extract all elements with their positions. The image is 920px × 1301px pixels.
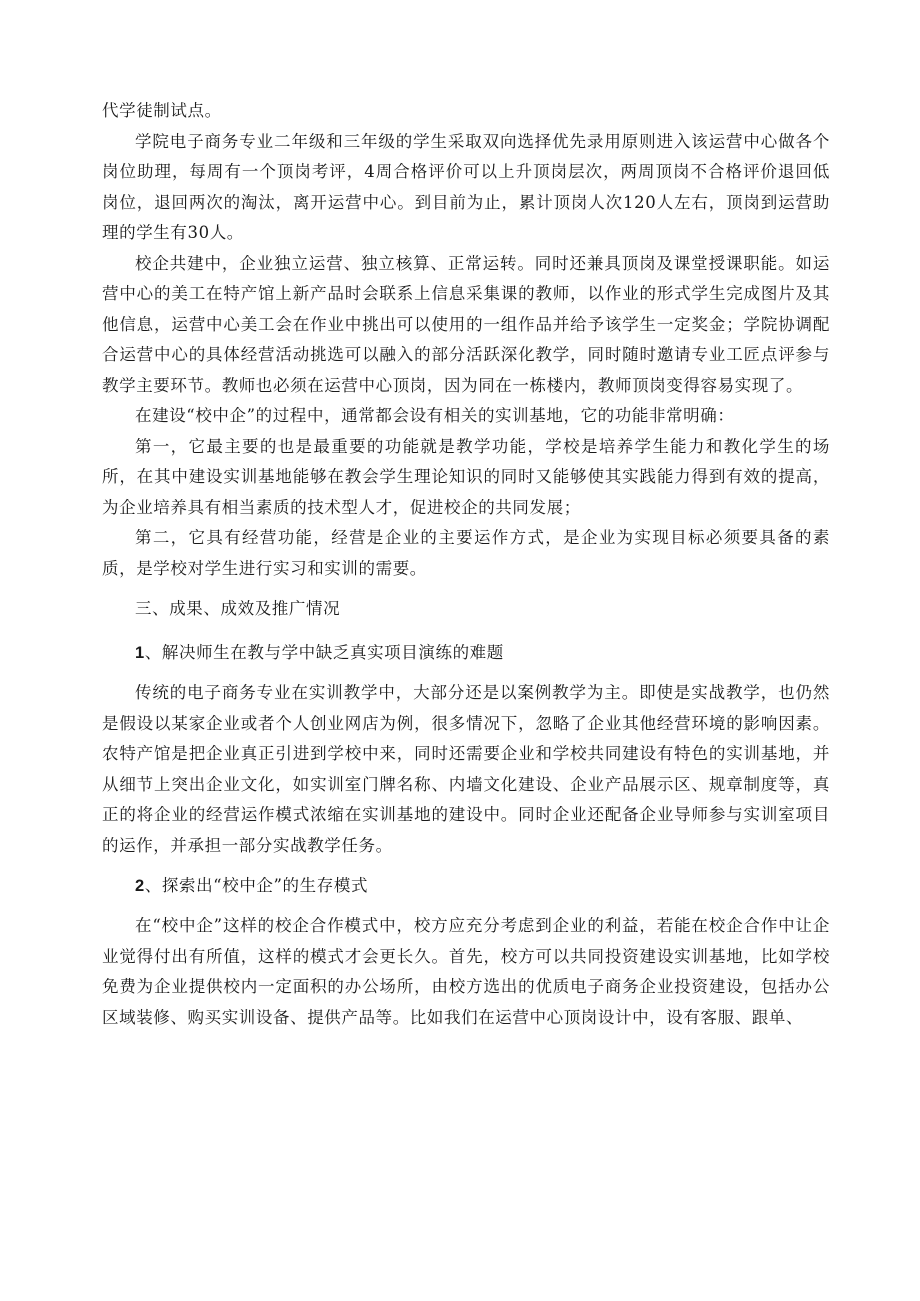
paragraph-training-base-intro: 在建设“校中企”的过程中，通常都会设有相关的实训基地，它的功能非常明确： (135, 406, 735, 425)
section-heading-results: 三、成果、成效及推广情况 (135, 599, 341, 618)
subheading-1 (102, 634, 830, 672)
paragraph-business-function: 第二，它具有经营功能，经营是企业的主要运作方式，是企业为实现目标必须要具备的素质，是学校对学生进行实习和实训的需要。 (102, 528, 830, 578)
paragraph-teaching-function: 第一，它最主要的也是最重要的功能就是教学功能，学校是培养学生能力和教化学生的场所，在其中建设实训基地能够在教会学生理论知识的同时又能够使其实践能力得到有效的提高，为企业培养具有相当素质的技术型人才，促进校企的共同发展； (102, 436, 830, 517)
subheading-1-text: 、解决师生在教与学中缺乏真实项目演练的难题 (144, 643, 504, 662)
paragraph-survival-model: 在“校中企”这样的校企合作模式中，校方应充分考虑到企业的利益，若能在校企合作中让企业觉得付出有所值，这样的模式才会更长久。首先，校方可以共同投资建设实训基地，比如学校免费为企业提供校内一定面积的办公场所，由校方选出的优质电子商务企业投资建设，包括办公区域装修、购买实训设备、提供产品等。比如我们在运营中心顶岗设计中，设有客服、跟单、 (102, 916, 830, 1027)
paragraph-traditional-training: 传统的电子商务专业在实训教学中，大部分还是以案例教学为主。即使是实战教学，也仍然是假设以某家企业或者个人创业网店为例，很多情况下，忽略了企业其他经营环境的影响因素。农特产馆是把企业真正引进到学校中来，同时还需要企业和学校共同建设有特色的实训基地，并从细节上突出企业文化，如实训室门牌名称、内墙文化建设、企业产品展示区、规章制度等，真正的将企业的经营运作模式浓缩在实训基地的建设中。同时企业还配备企业导师参与实训室项目的运作，并承担一部分实战教学任务。 (102, 683, 830, 855)
paragraph-joint-construction: 校企共建中，企业独立运营、独立核算、正常运转。同时还兼具顶岗及课堂授课职能。如运营中心的美工在特产馆上新产品时会联系上信息采集课的教师，以作业的形式学生完成图片及其他信息，运营中心美工会在作业中挑出可以使用的一组作品并给予该学生一定奖金；学院协调配合运营中心的具体经营活动挑选可以融入的部分活跃深化教学，同时随时邀请专业工匠点评参与教学主要环节。教师也必须在运营中心顶岗，因为同在一栋楼内，教师顶岗变得容易实现了。 (102, 253, 830, 395)
subheading-2 (102, 867, 830, 905)
document-body (102, 96, 830, 1033)
subheading-1-number: 1 (135, 644, 145, 662)
subheading-2-text: 、探索出“校中企”的生存模式 (144, 876, 369, 895)
subheading-2-number: 2 (135, 877, 145, 895)
paragraph-continuation: 代学徒制试点。 (102, 101, 222, 120)
paragraph-student-rotation: 学院电子商务专业二年级和三年级的学生采取双向选择优先录用原则进入该运营中心做各个岗位助理，每周有一个顶岗考评，4周合格评价可以上升顶岗层次，两周顶岗不合格评价退回低岗位，退回两次的淘汰，离开运营中心。到目前为止，累计顶岗人次120人左右，顶岗到运营助理的学生有30人。 (102, 131, 830, 242)
